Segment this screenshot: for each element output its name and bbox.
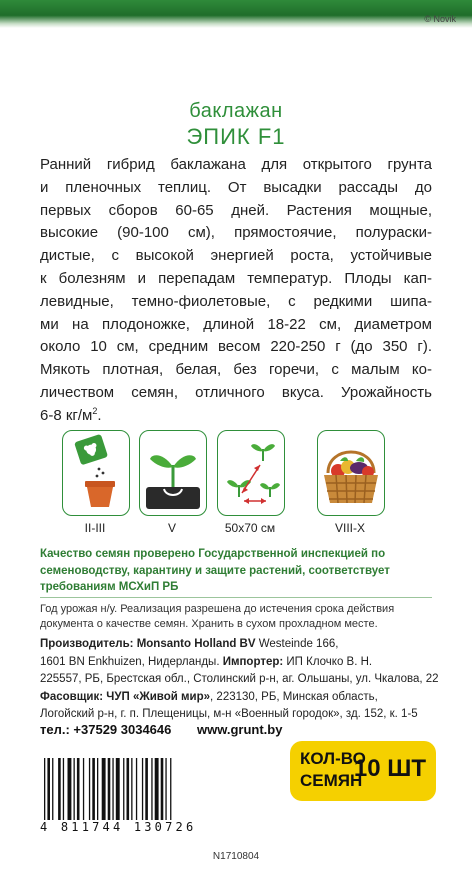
description-line: дистые, с высокой энергией роста, устойчивые xyxy=(40,247,432,265)
sowing-pot-icon xyxy=(62,430,130,516)
info-row: Логойский р-н, г. п. Плещеницы, м-н «Военный городок», зд. 152, к. 1-5 xyxy=(40,708,418,720)
divider xyxy=(40,597,432,598)
description-line: около 10 см, средним весом 220-250 г (до 350 г). xyxy=(40,338,432,356)
description-line: ми на плодоножке, длиной 18-22 см, диаметром xyxy=(40,315,432,333)
info-row: Фасовщик: ЧУП «Живой мир», 223130, РБ, Минская область, xyxy=(40,690,378,703)
product-description xyxy=(40,154,432,428)
seed-count-value: 10 ШТ xyxy=(353,755,426,782)
seed-count-label-1: КОЛ-ВО xyxy=(300,749,366,768)
description-line: первых сборов 60-65 дней. Растения мощные, xyxy=(40,201,432,219)
seedling-icon xyxy=(139,430,207,516)
contact-line xyxy=(40,722,304,737)
info-row: 225557, РБ, Брестская обл., Столинский р-н, аг. Ольшаны, ул. Чкалова, 22 xyxy=(40,673,439,685)
copyright-label: © Novik xyxy=(424,14,456,24)
description-line: и пленочных теплиц. От высадки рассады до xyxy=(40,178,432,196)
info-row: 1601 BN Enkhuizen, Нидерланды. Импортер: ИП Клочко В. Н. xyxy=(40,655,373,668)
icon-label: VIII-X xyxy=(334,521,365,535)
quality-note: Качество семян проверено Государственной инспекцией по семеноводству, карантину и защите растений, соответствует требованиям МСХиП РБ xyxy=(40,548,390,593)
description-line: высокие (90-100 см), прямостоячие, полураски- xyxy=(40,224,432,242)
harvest-basket-icon xyxy=(317,430,385,516)
description-line: левидные, темно-фиолетовые, с редкими шипа- xyxy=(40,292,432,310)
top-green-band xyxy=(0,0,472,28)
phone-number: тел.: +37529 3034646 xyxy=(40,722,172,737)
barcode-number: 4 811744 130726 xyxy=(40,820,197,834)
description-line: к болезням и перепадам температур. Плоды кап- xyxy=(40,269,432,287)
manufacturer-info xyxy=(40,636,440,724)
description-line: Мякоть плотная, белая, без горечи, с малым ко- xyxy=(40,361,432,379)
icon-label: 50х70 см xyxy=(224,521,276,535)
seed-count-badge xyxy=(290,741,436,801)
planting-scheme-icon xyxy=(217,430,285,516)
description-line: личеством семян, отличного вкуса. Урожайность xyxy=(40,383,432,401)
product-title: ЭПИК F1 xyxy=(186,124,286,149)
icon-label: II-III xyxy=(84,521,106,535)
batch-code: N1710804 xyxy=(212,851,260,862)
product-category: баклажан xyxy=(189,100,283,122)
barcode xyxy=(44,758,224,820)
icon-label: V xyxy=(167,521,176,535)
info-row: Производитель: Monsanto Holland BV Westeinde 166, xyxy=(40,638,339,650)
description-last-line: 6-8 $кг/м^2$. xyxy=(40,405,102,424)
website-link[interactable]: www.grunt.by xyxy=(197,722,283,737)
description-line: Ранний гибрид баклажана для открытого грунта xyxy=(40,156,432,173)
seed-count-label-2: СЕМЯН xyxy=(300,771,363,790)
storage-note: Год урожая н/у. Реализация разрешена до истечения срока действия документа о качестве семян. Хранить в сухом прохладном месте. xyxy=(40,603,395,630)
